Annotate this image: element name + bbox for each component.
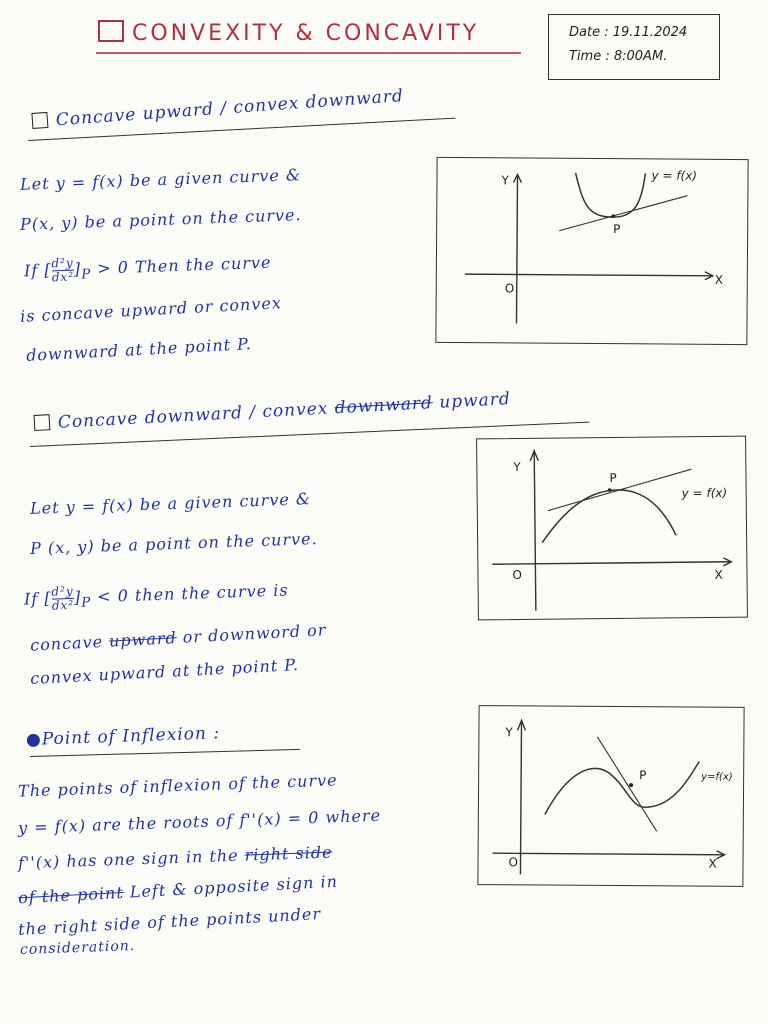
- g1-y-label: Y: [501, 173, 509, 188]
- bullet-icon: ●: [25, 729, 43, 750]
- g1-point: P: [613, 222, 621, 237]
- s2-line3: If [ $\frac{\text{d²y}}{\text{dx²}}$ ]$_P < 0$ then the curve is: [23, 580, 289, 613]
- g2-curve-label: y = f(x): [681, 485, 728, 501]
- s2-line2: P (x, y) be a point on the curve.: [29, 528, 318, 559]
- g1-curve-label: y = f(x): [651, 168, 698, 183]
- s3-line3: f''(x) has one sign in the right side: [17, 842, 333, 873]
- g2-origin: O: [512, 567, 523, 583]
- second-derivative: $\frac{\text{d²y}}{\text{dx²}}$: [51, 255, 75, 285]
- graph-concave-upward: [435, 157, 748, 345]
- s3-line1: The points of inflexion of the curve: [17, 770, 338, 801]
- s1-line3: If [ $\frac{\text{d²y}}{\text{dx²}}$ ]$_P > 0$ Then the curve: [23, 252, 272, 285]
- g2-x-label: X: [714, 567, 723, 582]
- g3-curve-label: y=f(x): [701, 771, 733, 783]
- s2-line4: concave upward or downword or: [29, 620, 327, 655]
- graph-point-of-inflexion: [477, 705, 744, 887]
- g3-y-label: Y: [505, 725, 513, 740]
- s1-line2: P(x, y) be a point on the curve.: [19, 205, 302, 234]
- g3-point: P: [639, 768, 647, 783]
- g3-origin: O: [508, 855, 519, 870]
- s1-line4: is concave upward or convex: [19, 293, 283, 326]
- g1-x-label: X: [714, 272, 724, 287]
- s2-line1: Let y = f(x) be a given curve &: [29, 489, 312, 518]
- g3-x-label: X: [708, 856, 717, 871]
- struck-word: downward: [334, 393, 434, 419]
- if-label: If: [23, 589, 39, 609]
- section3-underline: [30, 749, 300, 757]
- if-label: If: [23, 260, 39, 281]
- struck-word: of the point: [17, 882, 125, 908]
- section1-heading: Concave upward / convex downward: [31, 86, 404, 132]
- g2-y-label: Y: [513, 459, 521, 475]
- title-underline: [96, 52, 521, 54]
- struck-word: right side: [244, 842, 333, 865]
- date-box: [548, 14, 720, 80]
- s3-line4: of the point Left & opposite sign in: [17, 871, 339, 908]
- s3-line5: the right side of the points under: [17, 904, 322, 939]
- time-text: Time : 8:00AM.: [569, 49, 668, 64]
- g2-point: P: [609, 470, 617, 486]
- cube-icon: [98, 20, 124, 42]
- s1-line5: downward at the point P.: [25, 334, 253, 365]
- date-text: Date : 19.11.2024: [569, 25, 688, 40]
- graph-concave-downward: [476, 436, 748, 621]
- second-derivative: $\frac{\text{d²y}}{\text{dx²}}$: [51, 583, 75, 613]
- section2-heading: Concave downward / convex downward upward: [33, 389, 511, 434]
- s2-line5: convex upward at the point P.: [29, 654, 300, 689]
- section3-heading: ●Point of Inflexion :: [25, 723, 221, 750]
- s3-line2: y = f(x) are the roots of f''(x) = 0 where: [17, 805, 382, 838]
- s3-line6: consideration.: [19, 937, 136, 959]
- struck-word: upward: [108, 628, 178, 651]
- g1-origin: O: [504, 281, 515, 296]
- s1-line1: Let y = f(x) be a given curve &: [19, 165, 302, 194]
- checkbox-icon: [34, 414, 51, 431]
- checkbox-icon: [31, 112, 48, 129]
- page-title: CONVEXITY & CONCAVITY: [98, 20, 479, 46]
